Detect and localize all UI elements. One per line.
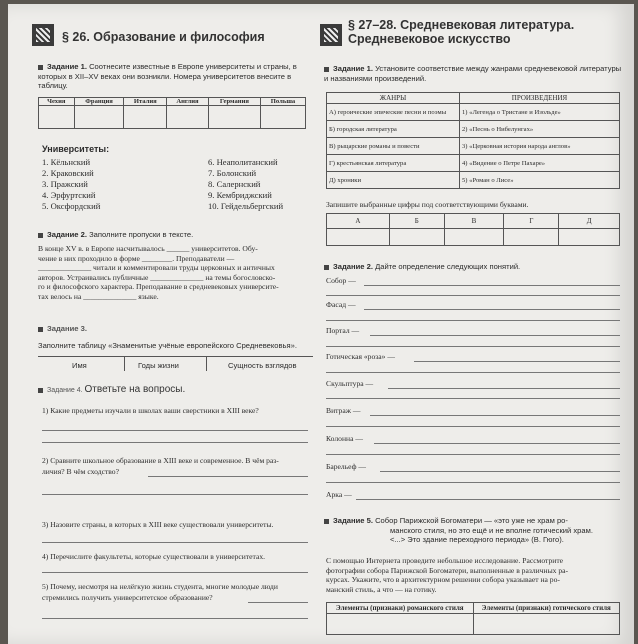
letter-a: А bbox=[327, 214, 390, 229]
university-item: 5. Оксфордский bbox=[42, 201, 101, 211]
task3-text: Заполните таблицу «Знаменитые учёные европейского Средневековья». bbox=[38, 341, 297, 350]
bullet-square-icon bbox=[38, 65, 43, 70]
work-item: 2) «Песнь о Нибелунгах» bbox=[460, 121, 620, 138]
answer-line[interactable] bbox=[42, 572, 308, 573]
r-task2-heading: Задание 2. Дайте определение следующих понятий. bbox=[324, 262, 520, 272]
task2-heading: Задание 2. Заполните пропуски в тексте. bbox=[38, 230, 193, 240]
definition-line[interactable] bbox=[380, 471, 620, 472]
universities-heading: Университеты: bbox=[42, 144, 110, 154]
answer-line[interactable] bbox=[248, 602, 308, 603]
letter-b: Б bbox=[389, 214, 444, 229]
romanesque-header: Элементы (признаки) романского стиля bbox=[327, 603, 474, 614]
task2-fill-text[interactable]: В конце XV в. в Европе насчитывалось ______ университетов. Обу- чение в них проходило в форме ________. Преподаватели — ______________ читали и комментировали труды церковных и античных авторов. Устраивались публичные ______________ на темы богословско- го и философского характера. Преподавание в средневековых университе- тах велось на ______________ языке. bbox=[38, 244, 279, 301]
col-germany: Германия bbox=[208, 98, 260, 106]
question-4: 4) Перечислите факультеты, которые существовали в университетах. bbox=[42, 552, 266, 561]
definition-line[interactable] bbox=[388, 388, 620, 389]
answer-line[interactable] bbox=[42, 442, 308, 443]
university-item: 7. Болонский bbox=[208, 168, 257, 178]
genre-item: Д) хроники bbox=[327, 172, 460, 189]
university-item: 1. Кёльнский bbox=[42, 157, 91, 167]
definition-line[interactable] bbox=[364, 285, 620, 286]
letter-v: В bbox=[444, 214, 504, 229]
section-26-title: § 26. Образование и философия bbox=[62, 30, 265, 44]
definition-line[interactable] bbox=[370, 335, 620, 336]
definition-line[interactable] bbox=[370, 415, 620, 416]
bullet-square-icon bbox=[38, 233, 43, 238]
r-task5-quote: Задание 5. Собор Парижской Богоматери — «это уже не храм ро- манского стиля, но это ещё и не вполне готический храм. <...> Это здание переходного периода» (В. Гюго). bbox=[324, 516, 622, 545]
university-item: 9. Кембриджский bbox=[208, 190, 272, 200]
task3-table-header bbox=[38, 356, 313, 370]
genre-item: В) рыцарские романы и повести bbox=[327, 138, 460, 155]
style-answer-row[interactable] bbox=[327, 614, 620, 635]
col-views: Сущность взглядов bbox=[228, 361, 297, 370]
task1-answer-row[interactable] bbox=[39, 106, 306, 129]
definition-line[interactable] bbox=[326, 320, 620, 321]
col-france: Франция bbox=[74, 98, 124, 106]
term-fasad: Фасад — bbox=[326, 300, 356, 309]
col-poland: Польша bbox=[261, 98, 306, 106]
genre-item: А) героические эпические песни и поэмы bbox=[327, 104, 460, 121]
question-2: 2) Сравните школьное образование в XIII веке и современное. В чём раз- bbox=[42, 456, 279, 465]
university-item: 2. Краковский bbox=[42, 168, 94, 178]
answer-line[interactable] bbox=[42, 494, 308, 495]
section-marker-icon bbox=[320, 24, 342, 46]
col-england: Англия bbox=[167, 98, 209, 106]
university-item: 3. Пражский bbox=[42, 179, 88, 189]
style-elements-table bbox=[326, 602, 620, 635]
definition-line[interactable] bbox=[326, 346, 620, 347]
workbook-page bbox=[8, 4, 634, 644]
term-portal: Портал — bbox=[326, 326, 360, 335]
answer-line[interactable] bbox=[42, 430, 308, 431]
question-2-cont: личия? В чём сходство? bbox=[42, 467, 119, 476]
definition-line[interactable] bbox=[364, 309, 620, 310]
answer-letter-table bbox=[326, 213, 620, 246]
task1-text: Задание 1. Соотнесите известные в Европе университеты и страны, в которых в XII–XV веках они возникли. Номера университетов внесите в таблицу. bbox=[38, 62, 297, 90]
definition-line[interactable] bbox=[326, 482, 620, 483]
definition-line[interactable] bbox=[326, 454, 620, 455]
question-5-cont: стремились получить университетское образование? bbox=[42, 593, 213, 602]
term-sobor: Собор — bbox=[326, 276, 356, 285]
bullet-square-icon bbox=[38, 388, 43, 393]
task1-table-header bbox=[39, 98, 306, 106]
bullet-square-icon bbox=[324, 265, 329, 270]
r-task5-paragraph: С помощью Интернета проведите небольшое исследование. Рассмотрите фотографии собора Парижской Богоматери, выполненные в различных ра- курсах. Укажите, что в архитектурном решении собора указывает на ро- манский стиль, а что — на готику. bbox=[326, 556, 569, 594]
universities-list-2 bbox=[208, 157, 283, 212]
question-1: 1) Какие предметы изучали в школах ваши сверстники в XIII веке? bbox=[42, 406, 259, 415]
term-column: Колонна — bbox=[326, 434, 363, 443]
term-vitrazh: Витраж — bbox=[326, 406, 361, 415]
question-5: 5) Почему, несмотря на нелёгкую жизнь студента, многие молодые люди bbox=[42, 582, 278, 591]
work-item: 4) «Видение о Петре Пахаре» bbox=[460, 155, 620, 172]
genre-item: Г) крестьянская литература bbox=[327, 155, 460, 172]
bullet-square-icon bbox=[324, 519, 329, 524]
definition-line[interactable] bbox=[326, 295, 620, 296]
work-item: 1) «Легенда о Тристане и Изольде» bbox=[460, 104, 620, 121]
university-item: 8. Салернский bbox=[208, 179, 261, 189]
definition-line[interactable] bbox=[414, 361, 620, 362]
genre-item: Б) городская литература bbox=[327, 121, 460, 138]
university-item: 10. Гейдельбергский bbox=[208, 201, 284, 211]
task4-heading: Задание 4. Ответьте на вопросы. bbox=[38, 384, 185, 395]
work-item: 5) «Роман о Лисе» bbox=[460, 172, 620, 189]
col-czech: Чехия bbox=[39, 98, 75, 106]
col-years: Годы жизни bbox=[138, 361, 179, 370]
answer-digits-row[interactable] bbox=[327, 229, 620, 246]
question-3: 3) Назовите страны, в которых в XIII веке существовали университеты. bbox=[42, 520, 274, 529]
bullet-square-icon bbox=[38, 327, 43, 332]
col-name: Имя bbox=[72, 361, 87, 370]
term-rose: Готическая «роза» — bbox=[326, 352, 395, 361]
term-barelief: Барельеф — bbox=[326, 462, 367, 471]
universities-list-1 bbox=[42, 157, 100, 212]
col-italy: Италия bbox=[124, 98, 167, 106]
r-task1-text: Задание 1. Установите соответствие между жанрами средневековой литературы и названиями произведений. bbox=[324, 64, 622, 83]
definition-line[interactable] bbox=[374, 443, 620, 444]
section-marker-icon bbox=[32, 24, 54, 46]
task3-heading: Задание 3. bbox=[38, 324, 87, 334]
university-item: 4. Эрфуртский bbox=[42, 190, 96, 200]
answer-prompt: Запишите выбранные цифры под соответствующими буквами. bbox=[326, 200, 529, 209]
definition-line[interactable] bbox=[326, 426, 620, 427]
works-header: ПРОИЗВЕДЕНИЯ bbox=[460, 93, 620, 104]
answer-line[interactable] bbox=[42, 542, 308, 543]
letter-d: Д bbox=[559, 214, 620, 229]
definition-line[interactable] bbox=[326, 372, 620, 373]
section-27-28-title: § 27–28. Средневековая литература. Средневековое искусство bbox=[348, 18, 575, 46]
letter-g: Г bbox=[504, 214, 559, 229]
bullet-square-icon bbox=[324, 67, 329, 72]
answer-line[interactable] bbox=[42, 618, 308, 619]
term-sculpture: Скульптура — bbox=[326, 379, 374, 388]
gothic-header: Элементы (признаки) готического стиля bbox=[473, 603, 620, 614]
definition-line[interactable] bbox=[326, 398, 620, 399]
answer-line[interactable] bbox=[148, 476, 308, 477]
task1-table bbox=[38, 97, 306, 129]
genre-match-table bbox=[326, 92, 620, 189]
definition-line[interactable] bbox=[356, 499, 620, 500]
genres-header: ЖАНРЫ bbox=[327, 93, 460, 104]
university-item: 6. Неаполитанский bbox=[208, 157, 278, 167]
term-arka: Арка — bbox=[326, 490, 352, 499]
work-item: 3) «Церковная история народа англов» bbox=[460, 138, 620, 155]
